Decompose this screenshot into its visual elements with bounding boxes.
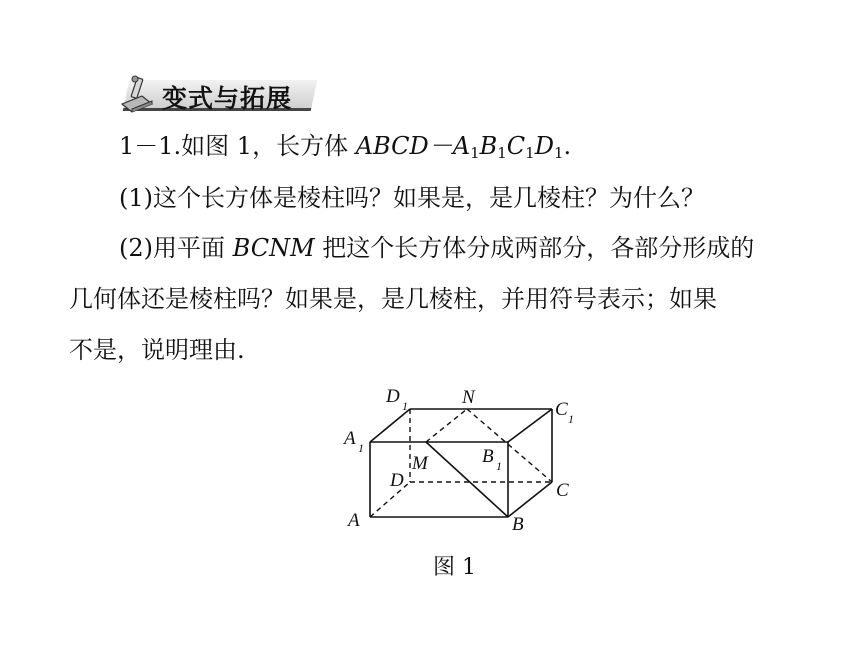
edge-mn [426, 409, 467, 442]
label-b: B [512, 514, 524, 535]
problem-line-1: 1－1.如图 1，长方体 $ABCD-A_1B_1C_1D_1$. [119, 132, 572, 162]
problem-line-4: 几何体还是棱柱吗？如果是，是几棱柱，并用符号表示；如果 [69, 285, 717, 313]
label-m: M [412, 453, 428, 474]
section-header [118, 74, 318, 114]
label-b1-sub: 1 [496, 459, 502, 473]
label-d1-sub: 1 [402, 399, 408, 413]
label-c: C [556, 480, 569, 501]
label-n: N [462, 387, 475, 408]
label-c1: C [555, 399, 568, 420]
problem-line-3: (2)用平面 BCNM 把这个长方体分成两部分，各部分形成的 [119, 234, 755, 262]
label-b1: B [482, 446, 494, 467]
label-c1-sub: 1 [568, 412, 574, 426]
edge-a1d1 [370, 409, 410, 442]
label-d: D [390, 470, 404, 491]
label-a1-sub: 1 [358, 441, 364, 455]
edge-mb [426, 442, 508, 517]
edge-b1c1 [508, 409, 552, 442]
edge-bc [508, 482, 552, 517]
problem-line-2: (1)这个长方体是棱柱吗？如果是，是几棱柱？为什么？ [119, 184, 705, 212]
edge-nc [467, 409, 552, 482]
label-d1: D [386, 386, 400, 407]
label-a1: A [344, 428, 356, 449]
header-title: 变式与拓展 [162, 84, 293, 113]
figure-caption: 图 1 [433, 555, 476, 580]
label-a: A [348, 510, 360, 531]
pencil-book-icon [118, 74, 158, 114]
problem-line-5: 不是，说明理由. [69, 336, 245, 364]
cuboid-figure [330, 380, 590, 540]
